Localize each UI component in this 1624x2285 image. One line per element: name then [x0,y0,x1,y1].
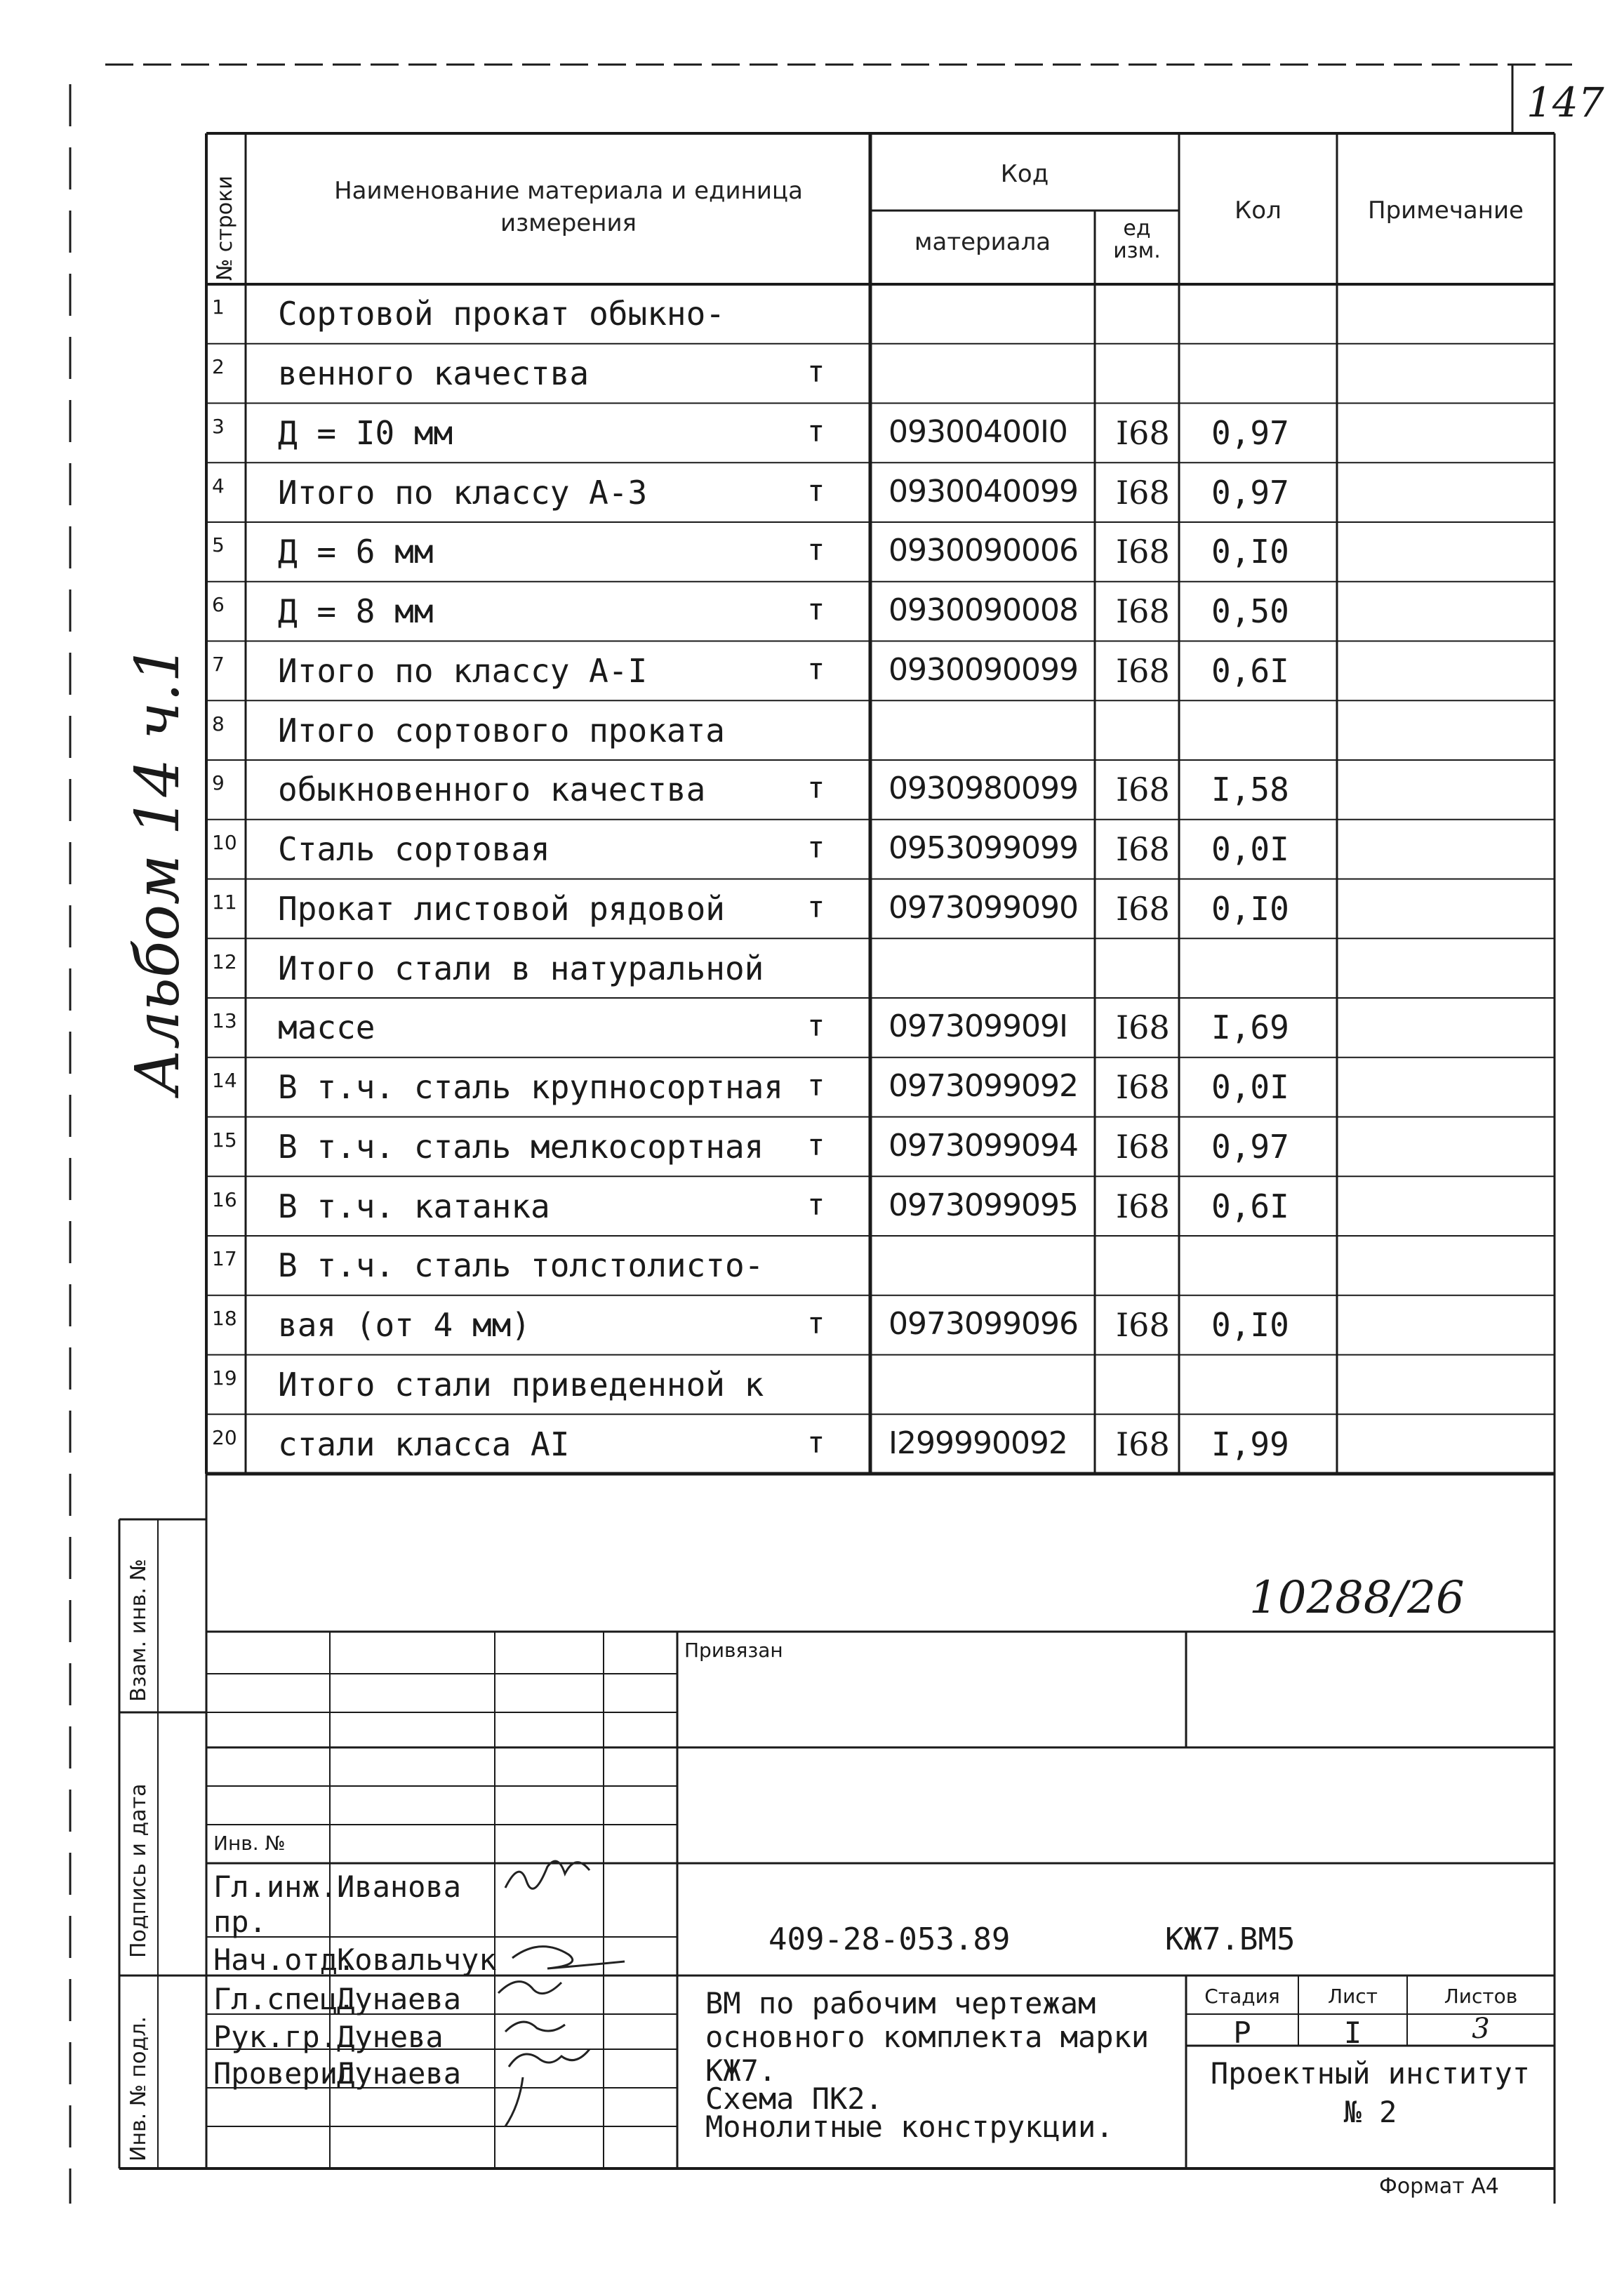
header-note: Примечание [1368,196,1524,225]
stamp-title-line: КЖ7. [705,2053,777,2088]
stamp-person-name: Иванова [337,1870,462,1904]
row-number: 20 [212,1425,237,1449]
table-row [206,522,1555,582]
row-number: 3 [212,414,225,438]
unit-code: I68 [1116,651,1170,690]
stamp-doc-code: 409-28-053.89 [768,1921,1011,1957]
table-row [206,938,1555,998]
material-name: Итого по классу А-I [278,651,648,690]
material-name: Итого стали в натуральной [278,949,764,987]
table-row [206,760,1555,820]
row-unit: т [807,1008,825,1044]
material-code: 0930090006 [888,533,1078,569]
stamp-title [705,1986,1150,2144]
row-number: 13 [212,1009,237,1033]
format-label: Формат А4 [1379,2174,1499,2199]
unit-code: I68 [1116,413,1170,452]
table-row [206,700,1555,760]
stamp-sheets: 3 [1472,2013,1490,2045]
material-code: 0973099094 [888,1127,1078,1164]
material-code: I299990092 [888,1425,1067,1461]
quantity: 0,0I [1211,1068,1289,1107]
stamp-role: Рук.гр. [213,2020,338,2054]
stamp-role: Проверил [213,2056,356,2091]
unit-code: I68 [1116,1306,1170,1345]
material-code: 097309909I [888,1008,1067,1045]
page-number: 147 [1526,79,1604,126]
unit-code: I68 [1116,771,1170,809]
row-number: 15 [212,1128,237,1152]
quantity: I,69 [1211,1008,1289,1047]
row-number: 4 [212,474,225,498]
material-code: 0930090008 [888,592,1078,629]
stamp-title-line: основного комплекта марки [705,2020,1150,2054]
material-code: 0973099095 [888,1187,1078,1223]
stamp-sheet: I [1343,2016,1362,2050]
quantity: 0,I0 [1211,889,1289,928]
table-row [206,1176,1555,1236]
stamp-org-line1: Проектный институт [1210,2056,1531,2091]
table-row [206,641,1555,701]
row-number: 5 [212,533,225,557]
material-name: Д = 8 мм [278,592,434,631]
signature-marks [498,1861,625,2126]
material-name: В т.ч. сталь мелкосортная [278,1127,764,1166]
row-number: 8 [212,712,225,735]
stamp-inv-no: Инв. № [213,1832,286,1855]
material-name: обыкновенного качества [278,771,706,809]
stamp-privyazan: Привязан [684,1639,783,1662]
header-code-material: материала [914,228,1051,256]
header-code: Код [1000,160,1049,188]
stamp-person-name: Ковальчук [337,1943,497,1977]
row-unit: т [807,771,825,806]
material-name: Д = I0 мм [278,413,453,452]
unit-code: I68 [1116,533,1170,571]
header-qty: Кол [1234,196,1282,225]
row-number: 6 [212,593,225,617]
quantity: 0,97 [1211,1127,1289,1166]
unit-code: I68 [1116,1068,1170,1107]
quantity: 0,I0 [1211,1306,1289,1345]
table-row [206,1355,1555,1415]
stamp-role: пр. [213,1905,267,1939]
row-number: 2 [212,355,225,379]
row-number: 18 [212,1307,237,1331]
stamp-person-name: Дунаева [337,1982,462,2016]
row-unit: т [807,1187,825,1222]
quantity: 0,97 [1211,413,1289,452]
stamp-org-line2: № 2 [1343,2095,1397,2129]
quantity: 0,6I [1211,1187,1289,1225]
quantity: 0,I0 [1211,533,1289,571]
quantity: I,58 [1211,771,1289,809]
stamp-title-line: Схема ПК2. [705,2081,883,2116]
row-unit: т [807,1306,825,1341]
material-name: вая (от 4 мм) [278,1306,531,1345]
table-row [206,1236,1555,1295]
stamp-title-line: ВМ по рабочим чертежам [705,1986,1096,2020]
table-row [206,879,1555,939]
material-name: венного качества [278,354,590,393]
album-label: Альбом 14 ч.1 [123,644,193,1095]
unit-code: I68 [1116,1187,1170,1225]
material-code: 0973099092 [888,1068,1078,1105]
stamp-person-name: Дунаева [337,2056,462,2091]
material-name: массе [278,1008,375,1047]
stamp-role: Нач.отд. [213,1943,356,1977]
material-code: 0930980099 [888,771,1078,807]
unit-code: I68 [1116,473,1170,512]
label-podpis-data: Подпись и дата [126,1783,151,1958]
row-unit: т [807,889,825,924]
stamp-person-name: Дунева [337,2020,444,2054]
material-name: Итого по классу А-3 [278,473,648,512]
material-name: Итого сортового проката [278,711,725,750]
material-name: Сортовой прокат обыкно- [278,295,725,333]
quantity: 0,0I [1211,830,1289,869]
header-row-no: № строки [213,175,237,281]
material-name: Прокат листовой рядовой [278,889,725,928]
material-code: 0953099099 [888,830,1078,867]
unit-code: I68 [1116,1425,1170,1463]
table-row [206,998,1555,1058]
row-unit: т [807,830,825,865]
unit-code: I68 [1116,889,1170,928]
quantity: I,99 [1211,1425,1289,1463]
quantity: 0,6I [1211,651,1289,690]
header-name: Наименование материала и единица измерения [334,177,803,237]
stamp-doc-mark: КЖ7.ВМ5 [1165,1921,1296,1957]
table-row [206,462,1555,522]
material-name: Д = 6 мм [278,533,434,571]
unit-code: I68 [1116,1127,1170,1166]
row-unit: т [807,473,825,508]
row-unit: т [807,1068,825,1103]
material-name: стали класса АI [278,1425,570,1463]
row-number: 14 [212,1069,237,1093]
row-number: 7 [212,652,225,676]
material-code: 0973099090 [888,889,1078,926]
row-number: 10 [212,831,237,855]
material-name: В т.ч. катанка [278,1187,550,1225]
row-number: 9 [212,771,225,795]
unit-code: I68 [1116,830,1170,869]
row-unit: т [807,651,825,686]
row-unit: т [807,354,825,389]
stamp-role: Гл.спец. [213,1982,356,2016]
row-unit: т [807,413,825,448]
material-code: 0973099096 [888,1306,1078,1343]
material-name: В т.ч. сталь крупносортная [278,1068,784,1107]
quantity: 0,50 [1211,592,1289,631]
label-inv-podl: Инв. № подл. [126,2016,151,2161]
stamp-role: Гл.инж. [213,1870,338,1904]
row-number: 12 [212,950,237,973]
table-row [206,1414,1555,1474]
row-unit: т [807,1425,825,1460]
table-row [206,1295,1555,1355]
material-code: 0930090099 [888,651,1078,688]
material-name: В т.ч. сталь толстолисто- [278,1246,764,1285]
unit-code: I68 [1116,592,1170,631]
header-code-unit: ед изм. [1113,216,1161,263]
table-row [206,404,1555,463]
material-code: 0930040099 [888,473,1078,509]
row-number: 16 [212,1187,237,1211]
row-number: 19 [212,1366,237,1390]
label-vzam-inv: Взам. инв. № [126,1559,151,1702]
row-number: 17 [212,1247,237,1271]
stamp-ref-number: 10288/26 [1249,1572,1465,1624]
unit-code: I68 [1116,1008,1170,1047]
table-row [206,820,1555,879]
row-number: 11 [212,890,237,914]
stamp-sheet-label: Лист [1328,1985,1378,2008]
material-name: Сталь сортовая [278,830,550,869]
row-unit: т [807,1127,825,1162]
stamp-title-line: Монолитные конструкции. [705,2110,1114,2144]
quantity: 0,97 [1211,473,1289,512]
table-row [206,284,1555,344]
table-row [206,344,1555,404]
stamp-sheets-label: Листов [1444,1985,1518,2008]
row-unit: т [807,533,825,568]
row-unit: т [807,592,825,627]
table-row [206,1117,1555,1177]
stamp-stage-label: Стадия [1204,1985,1280,2008]
table-row [206,582,1555,641]
table-row [206,1058,1555,1117]
row-number: 1 [212,295,225,319]
stamp-stage: Р [1233,2016,1251,2050]
material-name: Итого стали приведенной к [278,1365,764,1404]
material-code: 09300400I0 [888,413,1067,450]
